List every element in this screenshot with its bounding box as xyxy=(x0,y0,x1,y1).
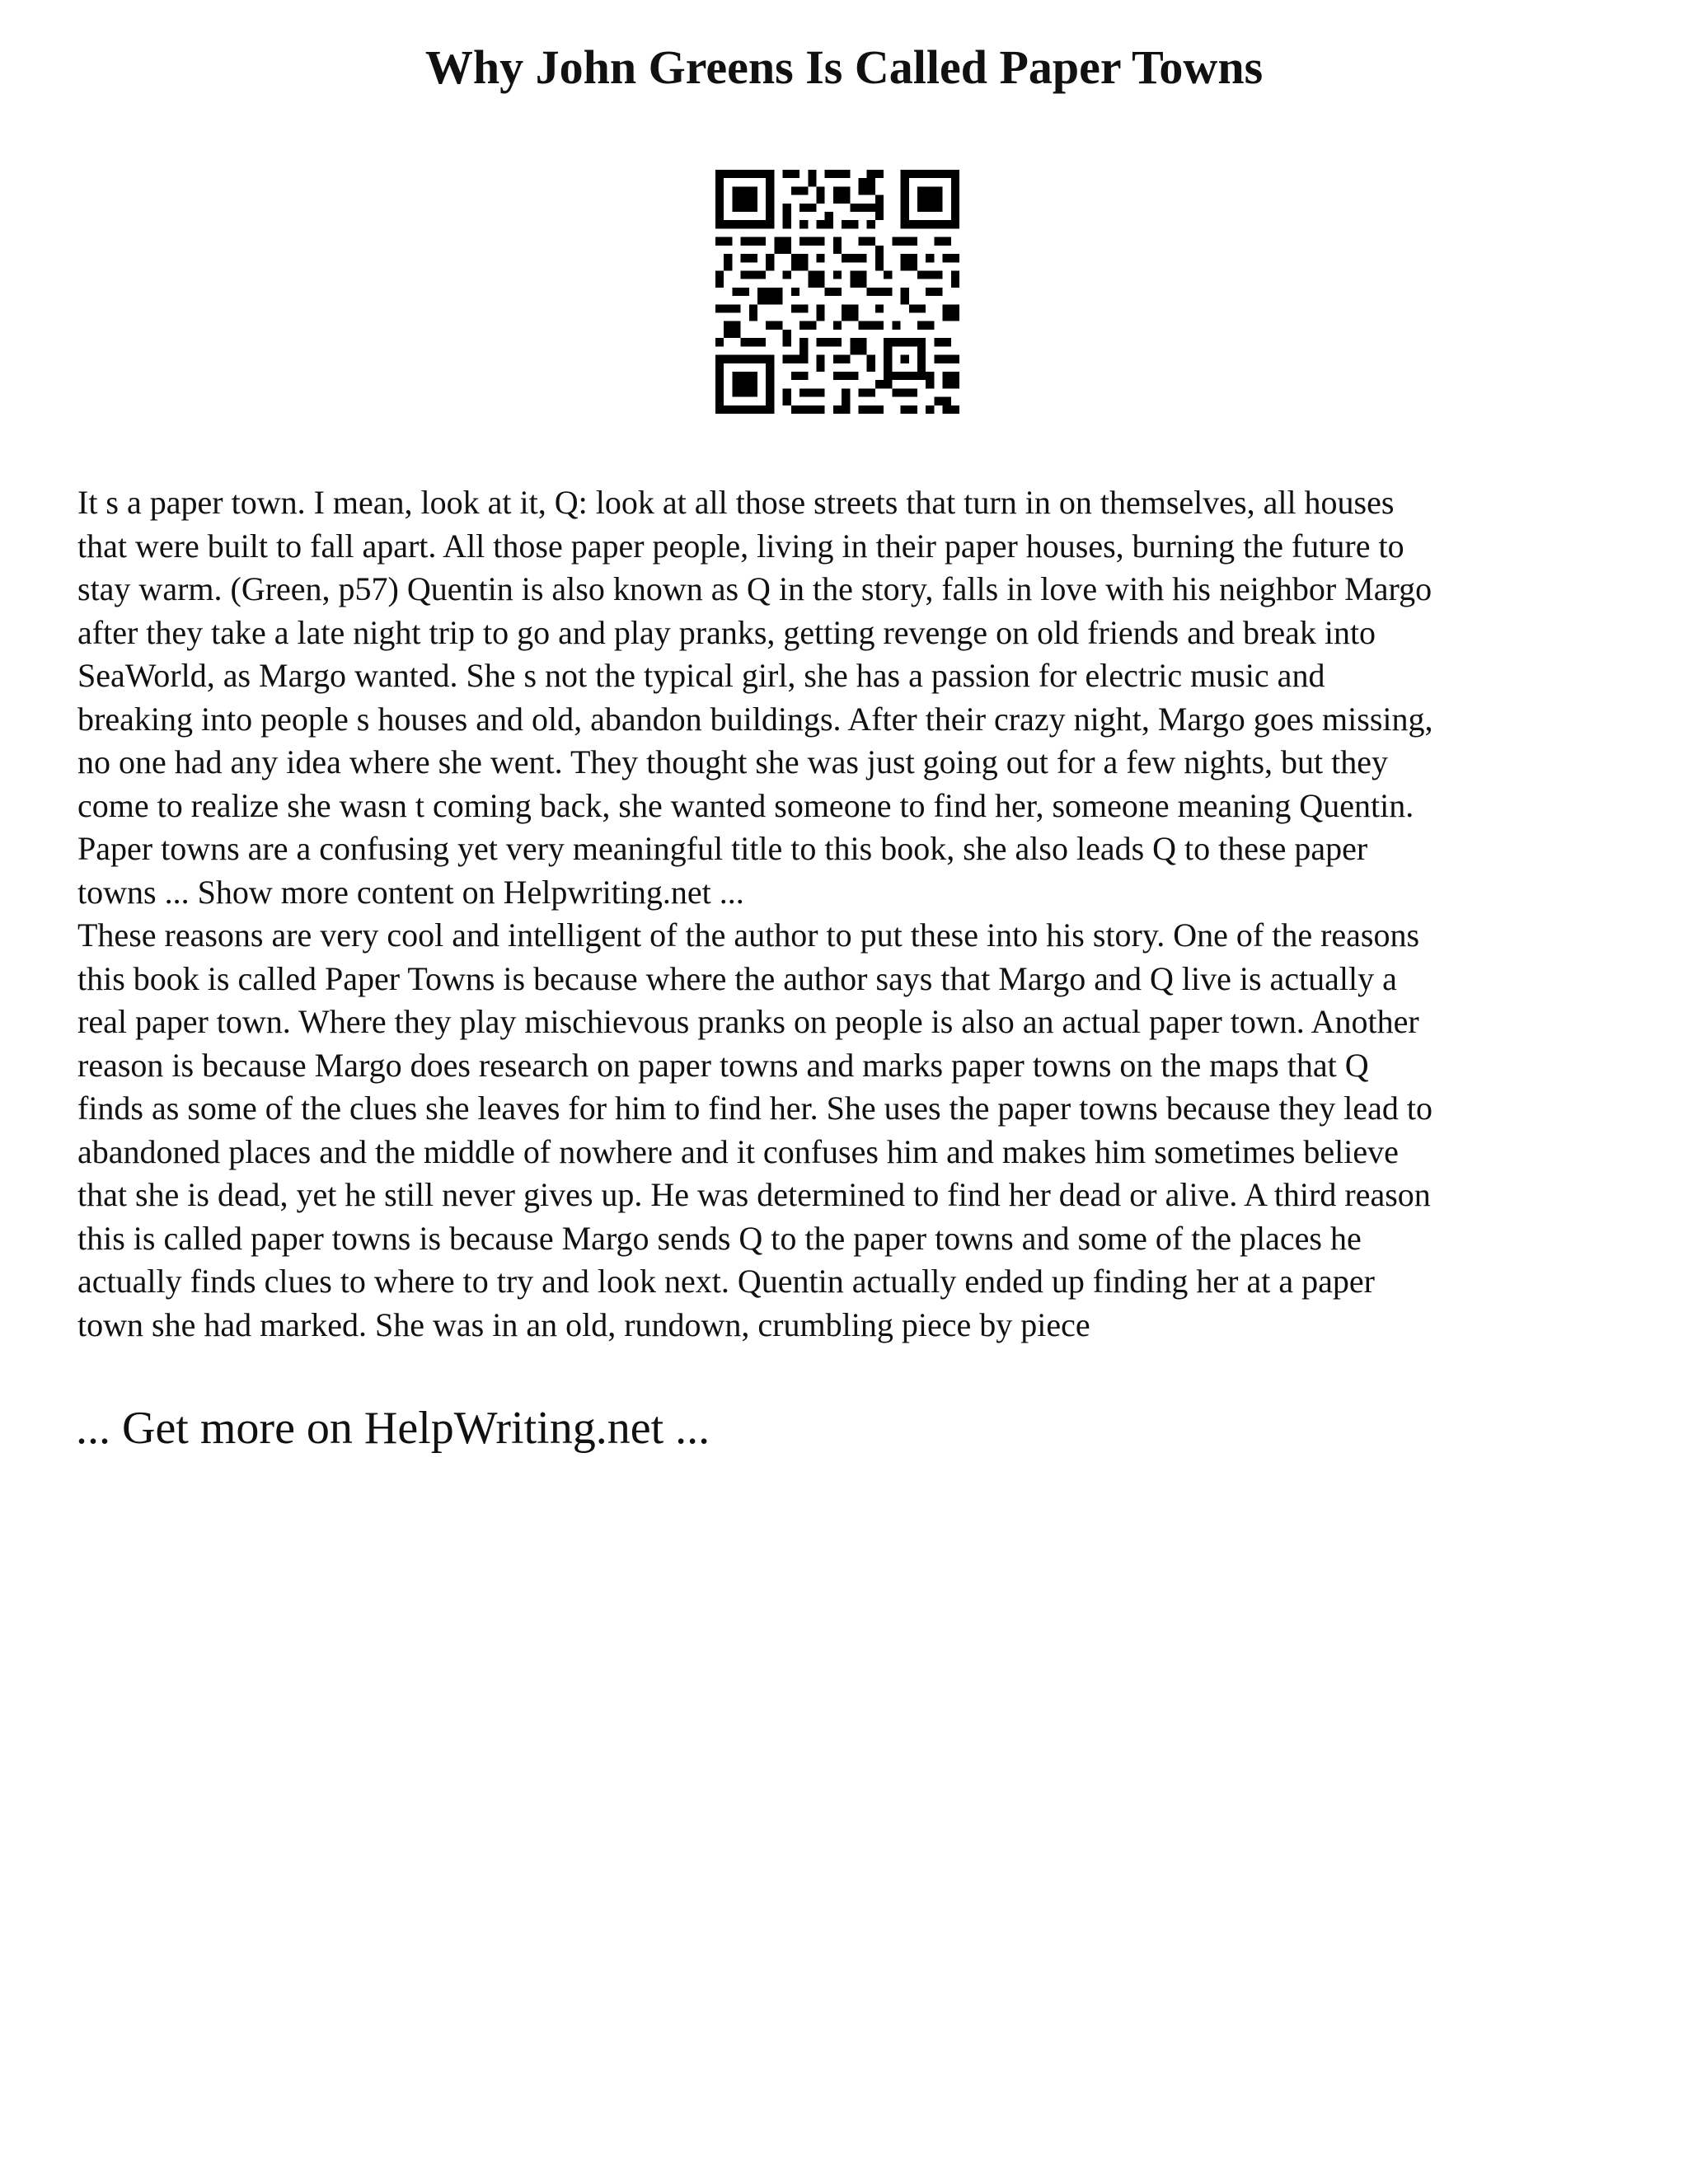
paragraph-reasons: These reasons are very cool and intelligent of the author to put these into his story. One of the reasons this book is called Paper Towns is because where the author says that Margo and Q live is actually a real paper town. Where they play mischievous pranks on people is also an actual paper town. Another reason is because Margo does research on paper towns and marks paper towns on the maps that Q finds as some of the clues she leaves for him to find her. She uses the paper towns because they lead to abandoned places and the middle of nowhere and it confuses him and makes him sometimes believe that she is dead, yet he still never gives up. He was determined to find her dead or alive. A third reason this is called paper towns is because Margo sends Q to the paper towns and some of the places he actually finds clues to where to try and look next. Quentin actually ended up finding her at a paper town she had marked. She was in an old, rundown, crumbling piece by piece xyxy=(77,916,1433,1343)
article-body xyxy=(77,481,1643,1347)
page-title: Why John Greens Is Called Paper Towns xyxy=(424,40,1264,94)
qr-code-icon xyxy=(715,170,959,414)
paragraph-intro: It s a paper town. I mean, look at it, Q: look at all those streets that turn in on themselves, all houses that were built to fall apart. All those paper people, living in their paper houses, burning the future to stay warm. (Green, p57) Quentin is also known as Q in the story, falls in love with his neighbor Margo after they take a late night trip to go and play pranks, getting revenge on old friends and break into SeaWorld, as Margo wanted. She s not the typical girl, she has a passion for electric music and breaking into people s houses and old, abandon buildings. After their crazy night, Margo goes missing, no one had any idea where she went. They thought she was just going out for a few nights, but they come to realize she wasn t coming back, she wanted someone to find her, someone meaning Quentin. Paper towns are a confusing yet very meaningful title to this book, she also leads Q to these paper towns ... Show more content on Helpwriting.net ... xyxy=(77,484,1433,911)
get-more-link[interactable]: ... Get more on HelpWriting.net ... xyxy=(76,1403,710,1454)
